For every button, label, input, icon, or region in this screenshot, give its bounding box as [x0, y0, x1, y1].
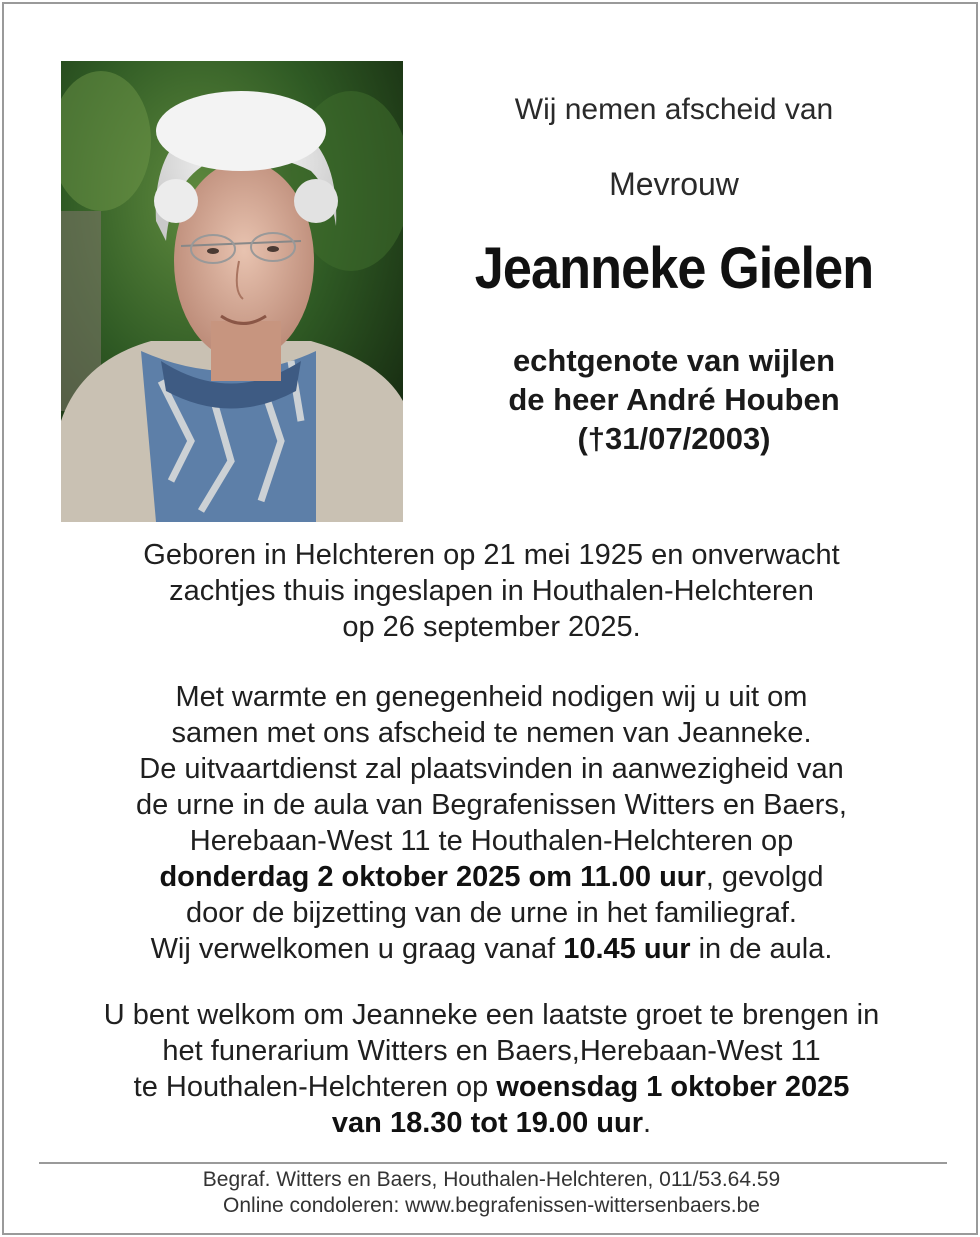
- text-line: de urne in de aula van Begrafenissen Witters en Baers,: [136, 789, 847, 821]
- deceased-name: Jeanneke Gielen: [474, 236, 874, 301]
- intro-text: Wij nemen afscheid van: [514, 93, 834, 126]
- text-fragment: .: [643, 1107, 652, 1139]
- birth-paragraph: [14, 537, 969, 645]
- text-line: op 26 september 2025.: [342, 611, 641, 643]
- text-fragment: , gevolgd: [705, 861, 824, 893]
- text-line: samen met ons afscheid te nemen van Jeanneke.: [171, 717, 812, 749]
- funeral-home-contact: Begraf. Witters en Baers, Houthalen-Helchteren, 011/53.64.59: [202, 1168, 781, 1191]
- text-line: De uitvaartdienst zal plaatsvinden in aanwezigheid van: [139, 753, 844, 785]
- text-fragment: in de aula.: [690, 933, 833, 965]
- spouse-info: [424, 341, 924, 458]
- text-line: Met warmte en genegenheid nodigen wij u uit om: [175, 681, 808, 713]
- portrait-image: [61, 61, 403, 522]
- text-line: U bent welkom om Jeanneke een laatste groet te brengen in: [103, 999, 880, 1031]
- text-line: [14, 1069, 969, 1105]
- visitation-paragraph: [14, 997, 969, 1141]
- online-condolence-link[interactable]: Online condoleren: www.begrafenissen-wittersenbaers.be: [223, 1194, 760, 1217]
- text-fragment: Wij verwelkomen u graag vanaf: [150, 933, 564, 965]
- text-line: [14, 859, 969, 895]
- spouse-line: (†31/07/2003): [577, 421, 771, 456]
- obituary-card: [2, 2, 978, 1235]
- text-line: het funerarium Witters en Baers,Herebaan-West 11: [162, 1035, 821, 1067]
- honorific: Mevrouw: [609, 166, 739, 202]
- portrait-photo: [61, 61, 403, 522]
- text-line: Herebaan-West 11 te Houthalen-Helchteren op: [189, 825, 794, 857]
- text-line: Geboren in Helchteren op 21 mei 1925 en onverwacht: [143, 539, 840, 571]
- visitation-time: van 18.30 tot 19.00 uur: [331, 1107, 644, 1139]
- footer: [14, 1167, 969, 1219]
- visitation-date: woensdag 1 oktober 2025: [496, 1071, 850, 1103]
- spouse-line: de heer André Houben: [508, 382, 840, 417]
- footer-divider: [39, 1162, 947, 1164]
- spouse-line: echtgenote van wijlen: [512, 343, 836, 378]
- text-line: [14, 1105, 969, 1141]
- text-line: [14, 931, 969, 967]
- header-text: [424, 82, 924, 458]
- service-date: donderdag 2 oktober 2025 om 11.00 uur: [159, 861, 706, 893]
- text-fragment: te Houthalen-Helchteren op: [133, 1071, 497, 1103]
- text-line: door de bijzetting van de urne in het familiegraf.: [186, 897, 797, 929]
- text-line: zachtjes thuis ingeslapen in Houthalen-Helchteren: [169, 575, 814, 607]
- service-paragraph: [14, 679, 969, 967]
- welcome-time: 10.45 uur: [563, 933, 691, 965]
